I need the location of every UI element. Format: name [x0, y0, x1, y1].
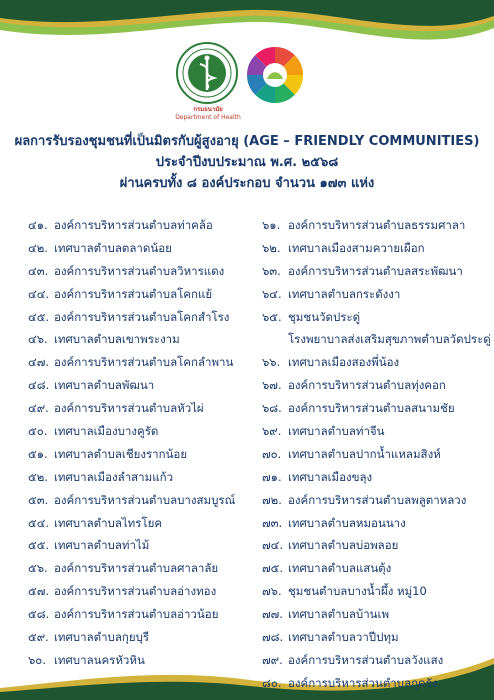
list-item: [262, 580, 490, 603]
list-item-name: องค์การบริหารส่วนตำบลสนามชัย: [288, 401, 455, 416]
list-item: [28, 557, 254, 580]
list-item-number: ๖๔.: [262, 286, 282, 301]
list-item-name: เทศบาลตำบลเขาพระงาม: [54, 332, 180, 347]
list-item: [262, 466, 490, 489]
list-item: [262, 672, 490, 695]
list-item-name: องค์การบริหารส่วนตำบลโคกแย้: [54, 286, 213, 301]
moph-caption-thai: กรมอนามัย: [193, 106, 223, 113]
list-item-number: ๖๗.: [262, 378, 282, 393]
list-item-name: องค์การบริหารส่วนตำบลธรรมศาลา: [288, 218, 466, 232]
list-item-name: เทศบาลตำบลตลาดน้อย: [54, 240, 172, 255]
list-item: [28, 649, 254, 672]
list-item: [28, 512, 254, 535]
header-logos: [0, 40, 494, 130]
list-item-name: เทศบาลตำบลปากน้ำแหลมสิงห์: [288, 446, 441, 461]
list-item-number: ๗๑.: [262, 469, 282, 484]
title-line-2: ประจำปีงบประมาณ พ.ศ. ๒๕๖๘: [155, 155, 339, 170]
list-item-name: เทศบาลตำบลไทรโยค: [54, 515, 163, 530]
list-item-number: ๗๔.: [262, 538, 284, 553]
list-item-number: ๗๖.: [262, 584, 282, 599]
title-line-1: ผลการรับรองชุมชนที่เป็นมิตรกับผู้สูงอายุ (AGE – FRIENDLY COMMUNITIES): [14, 134, 480, 149]
moph-caption-english: Department of Health: [175, 114, 241, 121]
list-item-number: ๖๖.: [262, 355, 281, 370]
list-item: [262, 374, 490, 397]
list-item-name: องค์การบริหารส่วนตำบลท่าคล้อ: [54, 218, 213, 232]
title-block: [0, 131, 494, 194]
list-item-number: ๗๓.: [262, 515, 283, 530]
list-item: [262, 237, 490, 260]
list-item: [28, 534, 254, 557]
list-item: [28, 443, 254, 466]
list-item: [262, 260, 490, 283]
list-item-name: องค์การบริหารส่วนตำบลวิหารแดง: [54, 263, 225, 278]
list-item-name: เทศบาลตำบลแสนตุ้ง: [288, 561, 392, 576]
list-item-name: องค์การบริหารส่วนตำบลอ่าวน้อย: [54, 607, 219, 622]
list-item: [262, 603, 490, 626]
list-item-number: ๔๙.: [28, 401, 49, 416]
list-item-name: เทศบาลเมืองสองพี่น้อง: [288, 355, 400, 370]
list-item-name: องค์การบริหารส่วนตำบลอ่างทอง: [54, 584, 217, 599]
list-item: [262, 351, 490, 374]
list-item: [262, 626, 490, 649]
list-item-name: เทศบาลตำบลวาปีปทุม: [288, 630, 399, 645]
list-item: [28, 260, 254, 283]
list-item-name: ชุมชนตำบลบางน้ำผึ้ง หมู่10: [288, 584, 427, 599]
list-item: [28, 283, 254, 306]
list-item: [262, 328, 490, 351]
list-item-number: ๖๑.: [262, 218, 281, 232]
list-item: [262, 557, 490, 580]
list-item-name: องค์การบริหารส่วนตำบลพลูตาหลวง: [288, 492, 467, 507]
list-item: [28, 237, 254, 260]
list-item: [28, 397, 254, 420]
list-item-number: ๔๑.: [28, 218, 48, 232]
list-item: [28, 420, 254, 443]
list-item-number: ๔๒.: [28, 240, 48, 255]
list-item-number: ๕๘.: [28, 607, 50, 622]
moph-emblem-icon: [176, 42, 238, 104]
list-item-name: องค์การบริหารส่วนตำบลโคกสำโรง: [54, 309, 230, 324]
list-item-name: องค์การบริหารส่วนตำบลวังแสง: [288, 652, 444, 667]
list-item-number: ๕๔.: [28, 515, 50, 530]
moph-caption: [168, 106, 248, 122]
list-item-number: ๕๖.: [28, 561, 48, 576]
list-item-name: เทศบาลตำบลบ้านเพ: [288, 607, 390, 622]
list-item: [262, 534, 490, 557]
list-item-number: ๕๗.: [28, 584, 50, 599]
list-item-name: องค์การบริหารส่วนตำบลทุ่งคอก: [288, 378, 446, 393]
list-item-number: ๔๕.: [28, 309, 50, 324]
list-item-name: องค์การบริหารส่วนตำบลหัวไผ่: [54, 401, 204, 416]
title-line-3: ผ่านครบทั้ง ๘ องค์ประกอบ จำนวน ๑๗๓ แห่ง: [119, 176, 375, 191]
list-item-name: องค์การบริหารส่วนตำบลสระพัฒนา: [288, 263, 463, 278]
list-item: [262, 306, 490, 329]
list-item: [28, 306, 254, 329]
list-item-number: ๕๐.: [28, 424, 48, 439]
list-item-name: เทศบาลตำบลท่าจีน: [288, 424, 385, 439]
list-item-name: เทศบาลเมืองบางคูรัด: [54, 424, 159, 439]
list-item-name: โรงพยาบาลส่งเสริมสุขภาพตำบลวัดประดู่: [288, 332, 491, 347]
list-item-number: ๗๒.: [262, 492, 282, 507]
list-item-name: เทศบาลตำบลบ่อพลอย: [288, 538, 399, 553]
list-item-name: เทศบาลตำบลกระดังงา: [288, 286, 401, 301]
list-item: [28, 374, 254, 397]
list-item-number: ๖๘.: [262, 401, 282, 416]
community-list-left: [28, 214, 254, 672]
list-item-number: ๔๓.: [28, 263, 49, 278]
list-item: [28, 603, 254, 626]
list-item-number: ๗๕.: [262, 561, 284, 576]
list-item-name: ชุมชนวัดประดู่: [288, 309, 361, 324]
list-item-number: ๖๐.: [28, 652, 46, 667]
list-item: [28, 466, 254, 489]
list-item-number: ๖๕.: [262, 309, 282, 324]
list-item: [28, 626, 254, 649]
list-item-number: ๔๘.: [28, 378, 50, 393]
list-item-number: ๖๒.: [262, 240, 281, 255]
list-item-name: เทศบาลตำบลกุยบุรี: [54, 630, 150, 645]
list-item-number: ๕๕.: [28, 538, 50, 553]
list-item-name: องค์การบริหารส่วนตำบลบางสมบูรณ์: [54, 492, 236, 507]
list-item: [28, 214, 254, 237]
list-item: [262, 420, 490, 443]
community-list-right: [262, 214, 490, 695]
list-item-number: ๖๙.: [262, 424, 282, 439]
list-item-number: ๗๙.: [262, 652, 283, 667]
list-item-number: ๔๔.: [28, 286, 50, 301]
list-item: [28, 489, 254, 512]
list-item-name: เทศบาลตำบลเชียงรากน้อย: [54, 446, 188, 461]
list-item-name: เทศบาลตำบลท่าไม้: [54, 538, 150, 553]
list-item-number: ๕๙.: [28, 630, 49, 645]
list-item-number: ๘๐.: [262, 675, 282, 690]
list-item-name: องค์การบริหารส่วนตำบลโคกลำพาน: [54, 355, 234, 370]
list-item: [262, 214, 490, 237]
age-friendly-logo-icon: [246, 46, 304, 104]
list-item-number: ๔๗.: [28, 355, 50, 370]
list-item-name: เทศบาลเมืองขลุง: [288, 469, 373, 484]
list-item: [28, 351, 254, 374]
list-item-number: ๗๗.: [262, 607, 283, 622]
list-item-number: ๗๐.: [262, 446, 282, 461]
list-item: [28, 580, 254, 603]
list-item-number: ๕๑.: [28, 446, 48, 461]
list-item-name: องค์การบริหารส่วนตำบลศาลาลัย: [54, 561, 219, 576]
list-item: [262, 489, 490, 512]
list-item-number: ๕๒.: [28, 469, 48, 484]
list-item-name: เทศบาลนครหัวหิน: [54, 652, 145, 667]
list-item: [262, 649, 490, 672]
list-item-number: ๗๘.: [262, 630, 284, 645]
list-item: [28, 328, 254, 351]
list-item: [262, 512, 490, 535]
list-item-number: ๔๖.: [28, 332, 48, 347]
list-item-number: ๖๓.: [262, 263, 281, 278]
list-item-number: ๕๓.: [28, 492, 49, 507]
list-item: [262, 283, 490, 306]
list-item: [262, 443, 490, 466]
list-item: [262, 397, 490, 420]
list-item-name: เทศบาลเมืองสามควายเผือก: [288, 240, 425, 255]
list-item-name: เทศบาลตำบลหมอนนาง: [288, 515, 406, 530]
list-item-name: เทศบาลตำบลพัฒนา: [54, 378, 155, 393]
list-item-name: เทศบาลเมืองลำสามแก้ว: [54, 469, 174, 484]
list-item-name: องค์การบริหารส่วนตำบลกุดรัง: [288, 675, 438, 690]
